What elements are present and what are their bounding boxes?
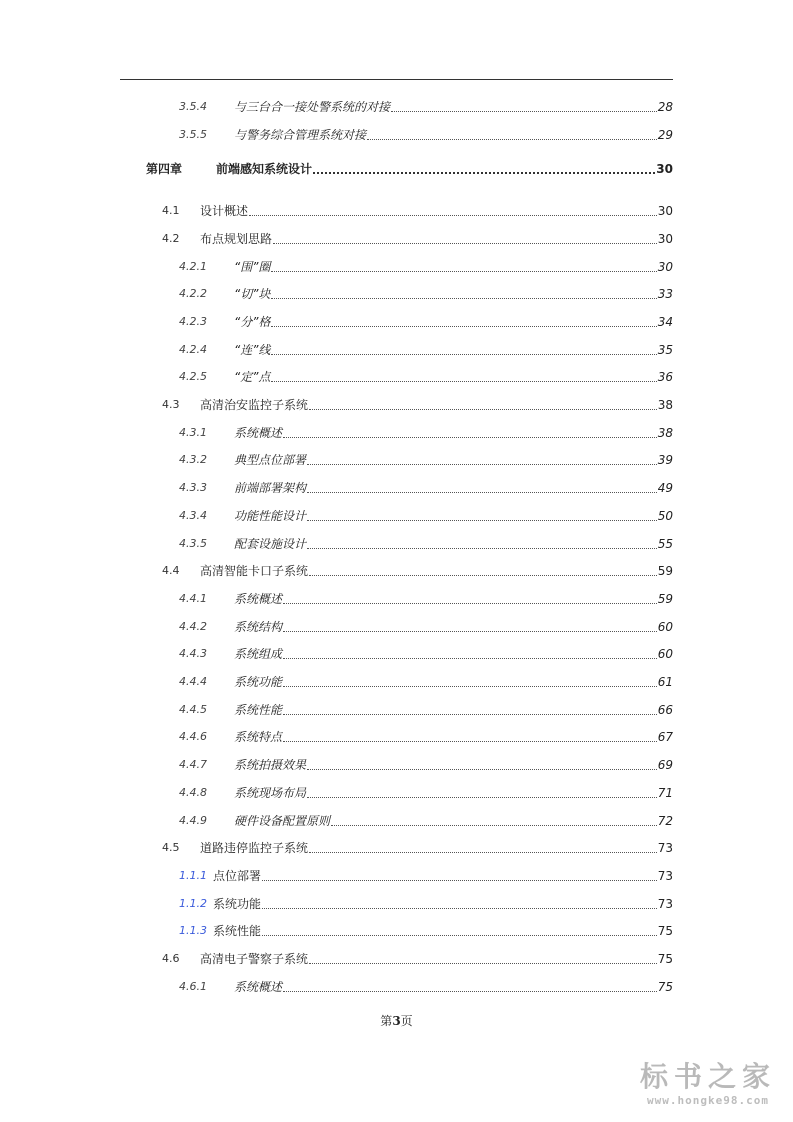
toc-entry-page: 49	[657, 481, 673, 495]
toc-entry[interactable]	[162, 836, 673, 856]
toc-entry-number: 第四章	[146, 162, 183, 176]
toc-entry-page: 38	[657, 426, 673, 440]
footer-prefix: 第	[380, 1014, 393, 1028]
toc-entry-page: 61	[657, 675, 673, 689]
toc-entry-title: 前端感知系统设计	[216, 162, 313, 176]
toc-entry-title: 系统组成	[234, 647, 283, 661]
toc-entry-number: 4.4.3	[179, 647, 207, 660]
toc-entry-page: 60	[657, 620, 673, 634]
toc-entry-title: 硬件设备配置原则	[234, 814, 331, 828]
toc-entry-number: 4.1	[162, 204, 180, 217]
toc-entry-number: 4.4	[162, 564, 180, 577]
toc-entry-title: 高清治安监控子系统	[200, 398, 309, 412]
toc-dot-leader	[283, 602, 657, 604]
toc-dot-leader	[271, 270, 656, 272]
toc-entry-title: 点位部署	[213, 869, 262, 883]
toc-entry[interactable]	[179, 365, 673, 385]
toc-entry[interactable]	[179, 753, 673, 773]
toc-entry[interactable]	[179, 698, 673, 718]
toc-entry-page: 55	[657, 537, 673, 551]
toc-dot-leader	[331, 824, 657, 826]
toc-entry[interactable]	[179, 781, 673, 801]
toc-entry-number: 4.3.1	[179, 426, 207, 439]
toc-entry[interactable]	[179, 670, 673, 690]
toc-entry[interactable]	[179, 448, 673, 468]
toc-entry[interactable]	[179, 892, 673, 912]
toc-entry-title: 与三台合一接处警系统的对接	[234, 100, 391, 114]
toc-entry[interactable]	[179, 587, 673, 607]
toc-entry-number: 4.3.5	[179, 537, 207, 550]
toc-entry-title: 布点规划思路	[200, 232, 273, 246]
toc-dot-leader	[307, 519, 657, 521]
toc-entry-number: 4.6	[162, 952, 180, 965]
toc-entry[interactable]	[179, 123, 673, 143]
toc-entry-number: 4.4.7	[179, 758, 207, 771]
toc-entry[interactable]	[162, 559, 673, 579]
toc-entry-number: 4.4.6	[179, 730, 207, 743]
toc-entry-page: 34	[657, 315, 673, 329]
toc-entry[interactable]	[162, 227, 673, 247]
toc-entry-page: 30	[657, 260, 673, 274]
toc-dot-leader	[307, 463, 657, 465]
toc-entry-title: “定”点	[234, 370, 271, 384]
toc-entry-number: 4.2.1	[179, 260, 207, 273]
watermark	[633, 1060, 783, 1108]
toc-entry-title: 配套设施设计	[234, 537, 307, 551]
toc-entry-number: 3.5.4	[179, 100, 207, 113]
toc-dot-leader	[283, 685, 657, 687]
toc-entry-title: 系统功能	[213, 897, 262, 911]
toc-entry-page: 36	[657, 370, 673, 384]
toc-entry-number: 4.2.3	[179, 315, 207, 328]
toc-entry-page: 33	[657, 287, 673, 301]
toc-entry-number: 1.1.3	[179, 924, 207, 937]
toc-dot-leader	[309, 962, 657, 964]
toc-dot-leader	[309, 851, 657, 853]
toc-dot-leader	[262, 907, 657, 909]
toc-dot-leader	[309, 408, 657, 410]
toc-entry-title: 与警务综合管理系统对接	[234, 128, 367, 142]
toc-entry[interactable]	[179, 504, 673, 524]
toc-entry-title: 功能性能设计	[234, 509, 307, 523]
toc-dot-leader	[307, 491, 657, 493]
toc-entry-page: 69	[657, 758, 673, 772]
toc-entry-title: 系统特点	[234, 730, 283, 744]
watermark-url: www.hongke98.com	[647, 1094, 769, 1107]
toc-entry[interactable]	[179, 975, 673, 995]
toc-entry-number: 4.4.5	[179, 703, 207, 716]
toc-entry-page: 59	[657, 564, 673, 578]
toc-entry-page: 38	[657, 398, 673, 412]
toc-entry-title: 系统性能	[213, 924, 262, 938]
toc-entry[interactable]	[179, 809, 673, 829]
toc-entry-title: “分”格	[234, 315, 271, 329]
toc-entry-page: 30	[657, 204, 673, 218]
toc-entry[interactable]	[162, 947, 673, 967]
toc-entry-title: “围”圈	[234, 260, 271, 274]
toc-entry-title: 系统结构	[234, 620, 283, 634]
toc-entry[interactable]	[179, 421, 673, 441]
toc-entry-page: 73	[657, 897, 673, 911]
toc-dot-leader	[367, 138, 657, 140]
toc-entry-page: 30	[656, 162, 673, 176]
toc-entry[interactable]	[179, 725, 673, 745]
toc-entry-number: 4.3.2	[179, 453, 207, 466]
toc-entry[interactable]	[179, 95, 673, 115]
toc-entry-number: 4.4.9	[179, 814, 207, 827]
toc-entry-number: 4.4.8	[179, 786, 207, 799]
toc-entry-title: 高清电子警察子系统	[200, 952, 309, 966]
toc-entry[interactable]	[179, 919, 673, 939]
footer-page-number: 3	[392, 1014, 401, 1028]
toc-entry-title: 系统概述	[234, 980, 283, 994]
footer-suffix: 页	[400, 1014, 413, 1028]
toc-dot-leader	[271, 380, 656, 382]
toc-entry-page: 28	[657, 100, 673, 114]
toc-entry[interactable]	[179, 476, 673, 496]
toc-dot-leader	[262, 879, 657, 881]
toc-dot-leader	[273, 242, 657, 244]
toc-entry[interactable]	[179, 532, 673, 552]
toc-entry-title: 系统概述	[234, 426, 283, 440]
toc-entry-page: 75	[657, 980, 673, 994]
toc-entry-number: 4.4.1	[179, 592, 207, 605]
toc-entry-title: 高清智能卡口子系统	[200, 564, 309, 578]
toc-entry[interactable]	[179, 338, 673, 358]
toc-dot-leader	[271, 297, 656, 299]
toc-dot-leader	[307, 768, 657, 770]
toc-entry-title: “连”线	[234, 343, 271, 357]
toc-entry-number: 4.2.5	[179, 370, 207, 383]
toc-entry-title: 系统现场布局	[234, 786, 307, 800]
toc-entry-title: 系统功能	[234, 675, 283, 689]
toc-entry-title: 系统拍摄效果	[234, 758, 307, 772]
toc-entry-title: 道路违停监控子系统	[200, 841, 309, 855]
toc-dot-leader	[283, 740, 657, 742]
toc-entry[interactable]	[162, 199, 673, 219]
toc-entry-number: 4.3.3	[179, 481, 207, 494]
toc-entry-title: 系统性能	[234, 703, 283, 717]
toc-entry-page: 73	[657, 869, 673, 883]
toc-entry[interactable]	[146, 157, 673, 177]
page-footer	[0, 1012, 793, 1029]
toc-dot-leader	[313, 171, 655, 174]
toc-entry-title: 设计概述	[200, 204, 249, 218]
toc-entry-title: 前端部署架构	[234, 481, 307, 495]
toc-entry-page: 75	[657, 952, 673, 966]
toc-dot-leader	[283, 436, 657, 438]
toc-entry-page: 71	[657, 786, 673, 800]
toc-entry-page: 67	[657, 730, 673, 744]
toc-entry-number: 4.4.2	[179, 620, 207, 633]
toc-entry-number: 1.1.1	[179, 869, 207, 882]
toc-entry-page: 66	[657, 703, 673, 717]
toc-dot-leader	[283, 713, 657, 715]
toc-dot-leader	[283, 657, 657, 659]
toc-entry-number: 4.5	[162, 841, 180, 854]
toc-dot-leader	[391, 110, 657, 112]
toc-entry[interactable]	[179, 864, 673, 884]
toc-entry[interactable]	[179, 310, 673, 330]
toc-entry-number: 4.4.4	[179, 675, 207, 688]
toc-entry-title: 系统概述	[234, 592, 283, 606]
toc-entry-page: 72	[657, 814, 673, 828]
toc-entry-page: 73	[657, 841, 673, 855]
toc-entry[interactable]	[179, 255, 673, 275]
toc-entry-number: 4.3	[162, 398, 180, 411]
toc-dot-leader	[262, 934, 657, 936]
toc-dot-leader	[307, 796, 657, 798]
toc-dot-leader	[283, 630, 657, 632]
toc-dot-leader	[249, 214, 657, 216]
toc-entry-page: 30	[657, 232, 673, 246]
toc-entry[interactable]	[162, 393, 673, 413]
toc-entry-number: 3.5.5	[179, 128, 207, 141]
watermark-logo: 标书之家	[639, 1060, 776, 1093]
toc-entry-title: “切”块	[234, 287, 271, 301]
toc-entry-page: 75	[657, 924, 673, 938]
toc-entry-page: 59	[657, 592, 673, 606]
toc-entry-number: 4.2.4	[179, 343, 207, 356]
toc-entry-page: 60	[657, 647, 673, 661]
toc-dot-leader	[283, 990, 657, 992]
toc-entry[interactable]	[179, 282, 673, 302]
toc-entry[interactable]	[179, 642, 673, 662]
toc-entry-title: 典型点位部署	[234, 453, 307, 467]
toc-entry-number: 4.3.4	[179, 509, 207, 522]
toc-entry-page: 29	[657, 128, 673, 142]
toc-entry-number: 4.6.1	[179, 980, 207, 993]
toc-entry-page: 39	[657, 453, 673, 467]
toc-dot-leader	[271, 353, 656, 355]
toc-entry-number: 1.1.2	[179, 897, 207, 910]
toc-entry[interactable]	[179, 615, 673, 635]
toc-dot-leader	[307, 547, 657, 549]
toc-dot-leader	[271, 325, 656, 327]
toc-entry-page: 35	[657, 343, 673, 357]
toc-dot-leader	[309, 574, 657, 576]
toc-entry-number: 4.2	[162, 232, 180, 245]
toc-entry-page: 50	[657, 509, 673, 523]
toc-entry-number: 4.2.2	[179, 287, 207, 300]
